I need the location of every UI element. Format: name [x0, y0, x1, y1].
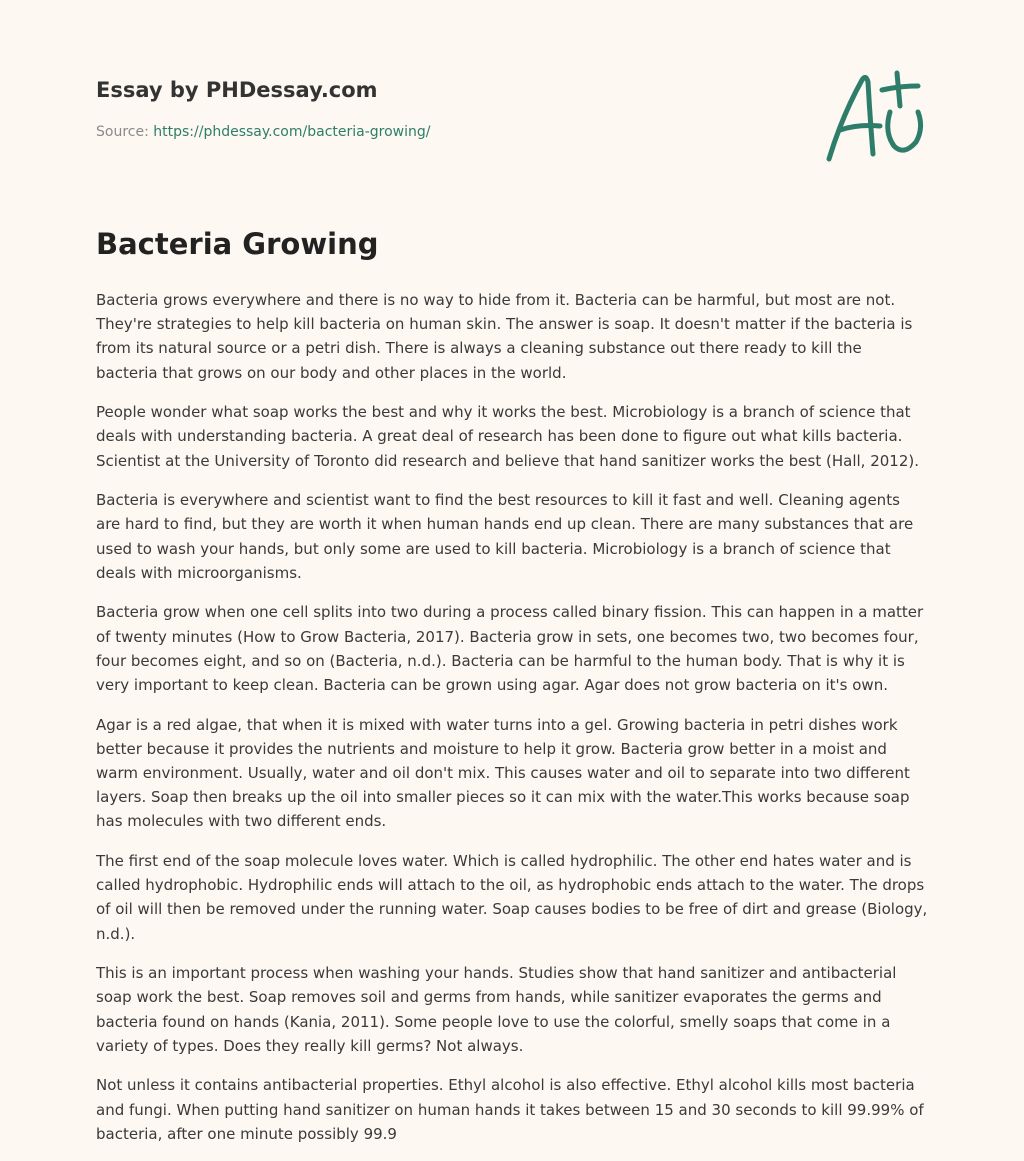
- essay-paragraph: Not unless it contains antibacterial properties. Ethyl alcohol is also effective. Ethyl alcohol kills most bacteria and fungi. When putting hand sanitizer on human hands it takes between 15 and 30 seconds to kill 99.99% of bacteria, after one minute possibly 99.9: [96, 1076, 924, 1143]
- source-label: Source:: [96, 124, 149, 140]
- essay-paragraph: The first end of the soap molecule loves water. Which is called hydrophilic. The other end hates water and is called hydrophobic. Hydrophilic ends will attach to the oil, as hydrophobic ends attach to the water. The drops of oil will then be removed under the running water. Soap causes bodies to be free of dirt and grease (Biology, n.d.).: [96, 852, 928, 943]
- essay-title: Bacteria Growing: [96, 227, 379, 261]
- essay-paragraph: This is an important process when washing your hands. Studies show that hand sanitizer and antibacterial soap work the best. Soap removes soil and germs from hands, while sanitizer evaporates the germs and bacteria found on hands (Kania, 2011). Some people love to use the colorful, smelly soaps that come in a variety of types. Does they really kill germs? Not always.: [96, 964, 897, 1055]
- site-title: Essay by PHDessay.com: [96, 78, 378, 102]
- a-plus-logo-svg: [820, 68, 930, 168]
- header: [96, 76, 796, 142]
- essay-paragraph: Bacteria grow when one cell splits into two during a process called binary fission. This can happen in a matter of twenty minutes (How to Grow Bacteria, 2017). Bacteria grow in sets, one becomes two, two becomes four, four becomes eight, and so on (Bacteria, n.d.). Bacteria can be harmful to the human body. That is why it is very important to keep clean. Bacteria can be grown using agar. Agar does not grow bacteria on it's own.: [96, 603, 924, 695]
- a-plus-logo-icon: [820, 68, 930, 168]
- essay-paragraph: Agar is a red algae, that when it is mixed with water turns into a gel. Growing bacteria in petri dishes work better because it provides the nutrients and moisture to help it grow. Bacteria grow better in a moist and warm environment. Usually, water and oil don't mix. This causes water and oil to separate into two different layers. Soap then breaks up the oil into smaller pieces so it can mix with the water.This works because soap has molecules with two different ends.: [96, 715, 910, 831]
- essay-paragraph: Bacteria is everywhere and scientist want to find the best resources to kill it fast and well. Cleaning agents are hard to find, but they are worth it when human hands end up clean. There are many substances that are used to wash your hands, but only some are used to kill bacteria. Microbiology is a branch of science that deals with microorganisms.: [96, 491, 914, 582]
- essay-paragraph: Bacteria grows everywhere and there is no way to hide from it. Bacteria can be harmful, but most are not. They're strategies to help kill bacteria on human skin. The answer is soap. It doesn't matter if the bacteria is from its natural source or a petri dish. There is always a cleaning substance out there ready to kill the bacteria that grows on our body and other places in the world.: [96, 291, 913, 382]
- essay-article: [96, 224, 928, 1161]
- essay-paragraph: People wonder what soap works the best and why it works the best. Microbiology is a branch of science that deals with understanding bacteria. A great deal of research has been done to figure out what kills bacteria. Scientist at the University of Toronto did research and believe that hand sanitizer works the best (Hall, 2012).: [96, 403, 919, 470]
- source-line: [96, 122, 796, 142]
- source-link[interactable]: https://phdessay.com/bacteria-growing/: [153, 124, 431, 140]
